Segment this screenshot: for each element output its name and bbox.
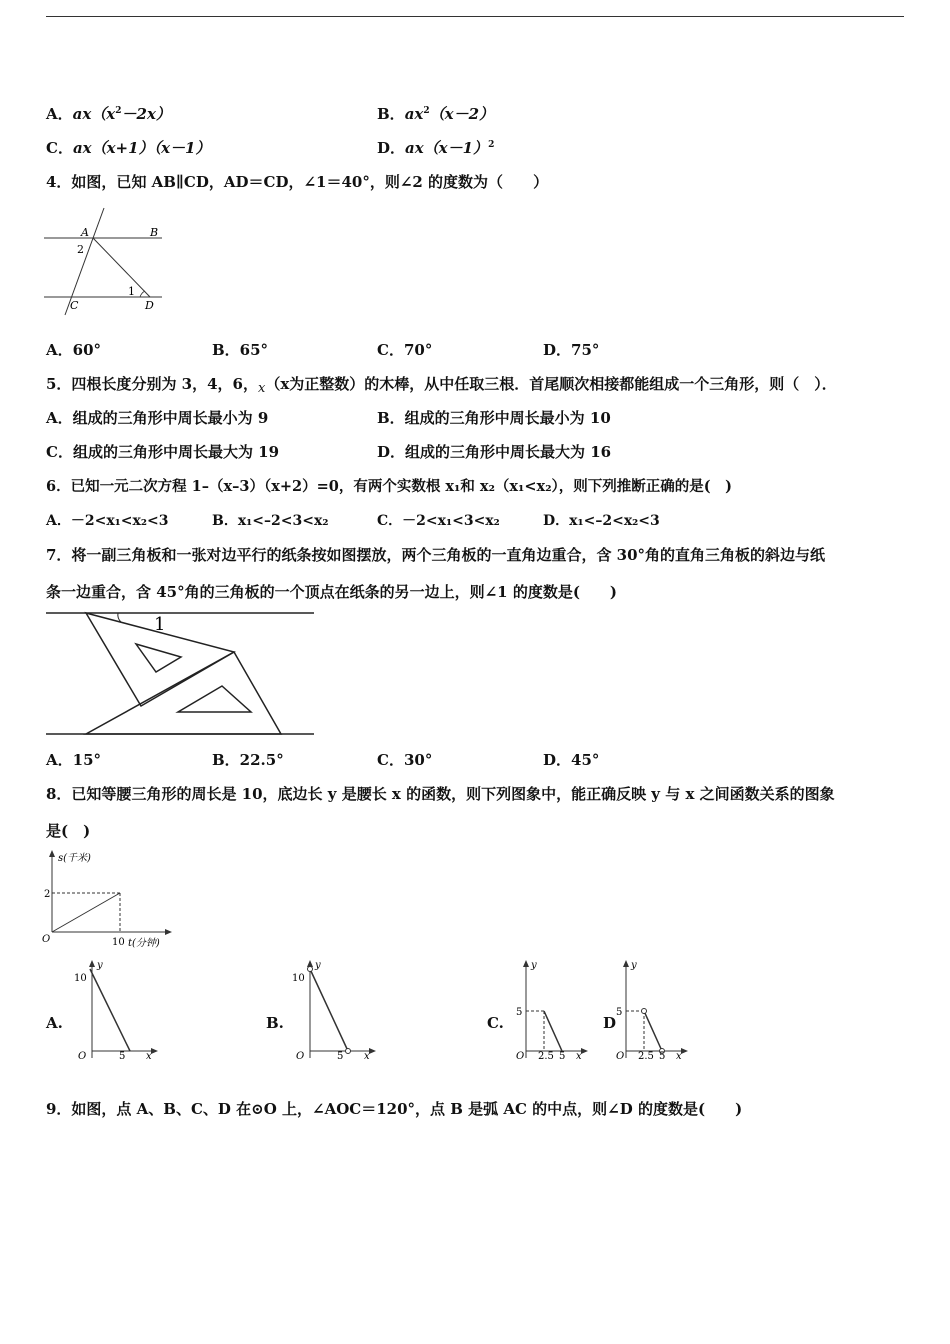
q8-top-y-label: s(千米) <box>58 853 91 864</box>
svg-text:10: 10 <box>292 973 305 984</box>
q8-option-d-graph <box>610 958 690 1062</box>
q4-label-c: C <box>70 299 79 312</box>
svg-text:x: x <box>576 1051 582 1062</box>
q4-label-d: D <box>145 299 154 312</box>
q4-label-angle1: 1 <box>128 285 135 298</box>
q4-option-b: B．65° <box>212 341 269 359</box>
q8-option-b-label: B. <box>266 1014 284 1032</box>
q8-option-d-label: D <box>603 1014 617 1032</box>
q8-stem-line2: 是( ) <box>46 822 91 840</box>
svg-text:2.5: 2.5 <box>638 1051 654 1062</box>
q7-option-c: C．30° <box>377 751 433 769</box>
svg-text:O: O <box>516 1051 525 1062</box>
svg-text:2.5: 2.5 <box>538 1051 554 1062</box>
q6-option-b: B．x₁<–2<3<x₂ <box>212 513 329 529</box>
q6-stem: 6．已知一元二次方程 1–（x–3）（x+2）=0，有两个实数根 x₁和 x₂（x₁<x₂），则下列推断正确的是( ) <box>46 478 733 495</box>
q7-stem-line1: 7．将一副三角板和一张对边平行的纸条按如图摆放，两个三角板的一直角边重合，含 30°角的直角三角板的斜边与纸 <box>46 546 826 564</box>
q8-option-a-label: A. <box>46 1014 63 1032</box>
svg-text:y: y <box>97 960 103 971</box>
svg-text:x: x <box>676 1051 682 1062</box>
q5-option-c: C．组成的三角形中周长最大为 19 <box>46 443 280 461</box>
svg-text:x: x <box>146 1051 152 1062</box>
q7-option-a: A．15° <box>46 751 102 769</box>
svg-text:5: 5 <box>119 1051 126 1062</box>
header-rule <box>46 16 904 17</box>
q3-option-c: C．ax（x+1）（x－1） <box>46 139 211 157</box>
q4-label-angle2: 2 <box>77 243 84 256</box>
svg-text:O: O <box>78 1051 87 1062</box>
svg-text:O: O <box>296 1051 305 1062</box>
q7-option-b: B．22.5° <box>212 751 284 769</box>
q5-option-d: D．组成的三角形中周长最大为 16 <box>377 443 612 461</box>
q9-stem: 9．如图，点 A、B、C、D 在⊙O 上，∠AOC＝120°，点 B 是弧 AC 的中点，则∠D 的度数是( ) <box>46 1100 743 1118</box>
q8-top-origin: O <box>42 934 51 945</box>
svg-text:y: y <box>631 960 637 971</box>
q3-option-b: B．$ax^2(x-2)$ <box>377 105 495 123</box>
q7-label-angle1: 1 <box>154 614 166 635</box>
q8-top-y-tick: 2 <box>44 889 51 900</box>
q4-option-c: C．70° <box>377 341 433 359</box>
q4-label-a: A <box>81 226 89 239</box>
q8-stem-line1: 8．已知等腰三角形的周长是 10，底边长 y 是腰长 x 的函数，则下列图象中，能正确反映 y 与 x 之间函数关系的图象 <box>46 785 835 803</box>
svg-text:5: 5 <box>559 1051 566 1062</box>
q7-stem-line2: 条一边重合，含 45°角的三角板的一个顶点在纸条的另一边上，则∠1 的度数是( ) <box>46 583 618 601</box>
svg-text:5: 5 <box>659 1051 666 1062</box>
svg-text:y: y <box>315 960 321 971</box>
q7-figure <box>46 610 318 738</box>
q8-option-b-graph <box>288 958 378 1062</box>
q5-stem: 5．四根长度分别为 3，4，6，x（x为正整数）的木棒，从中任取三根．首尾顺次相接都能组成一个三角形，则（ ）． <box>46 375 837 396</box>
svg-text:5: 5 <box>337 1051 344 1062</box>
q3-option-a: A．$ax(x^2-2x)$ <box>46 105 171 123</box>
svg-text:5: 5 <box>516 1007 523 1018</box>
q6-option-d: D．x₁<–2<x₂<3 <box>543 513 660 529</box>
svg-text:10: 10 <box>74 973 87 984</box>
q7-option-d: D．45° <box>543 751 600 769</box>
svg-text:x: x <box>364 1051 370 1062</box>
q6-option-c: C．－2<x₁<3<x₂ <box>377 513 500 529</box>
q4-stem: 4．如图，已知 AB∥CD，AD＝CD，∠1＝40°，则∠2 的度数为（ ） <box>46 173 549 191</box>
q4-option-a: A．60° <box>46 341 102 359</box>
q5-option-b: B．组成的三角形中周长最小为 10 <box>377 409 611 427</box>
q4-figure <box>44 205 174 317</box>
q4-label-b: B <box>150 226 159 239</box>
q8-option-c-graph <box>510 958 590 1062</box>
q8-top-x-label: t(分钟) <box>128 938 160 949</box>
q5-option-a: A．组成的三角形中周长最小为 9 <box>46 409 269 427</box>
q4-option-d: D．75° <box>543 341 600 359</box>
q8-top-graph <box>40 848 175 950</box>
q6-option-a: A．－2<x₁<x₂<3 <box>46 513 169 529</box>
svg-text:5: 5 <box>616 1007 623 1018</box>
q8-option-a-graph <box>70 958 160 1062</box>
svg-text:y: y <box>531 960 537 971</box>
q3-option-d: D．$ax(x-1)^2$ <box>377 139 495 157</box>
q8-top-x-tick: 10 <box>112 937 125 948</box>
svg-text:O: O <box>616 1051 625 1062</box>
q8-option-c-label: C. <box>487 1014 504 1032</box>
